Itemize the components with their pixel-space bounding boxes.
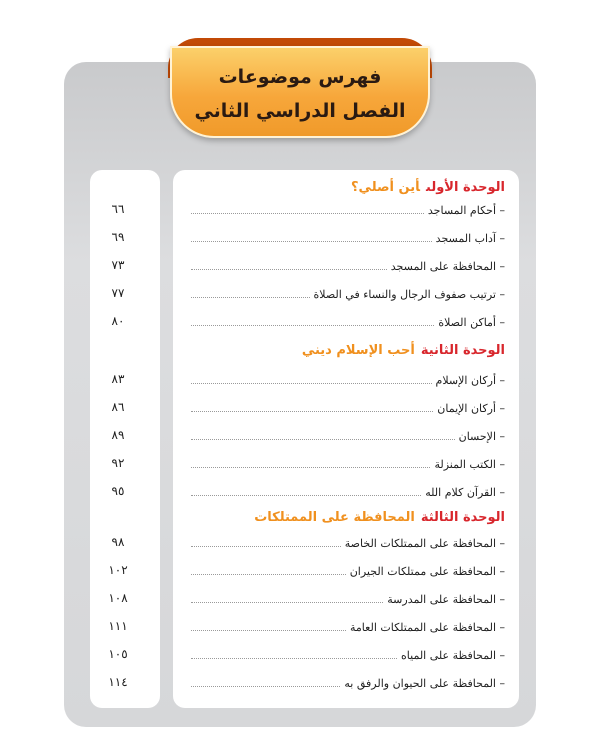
unit-name: أحب الإسلام ديني <box>301 343 415 358</box>
dot-leader <box>191 439 455 440</box>
toc-entry[interactable] <box>191 371 505 389</box>
dot-leader <box>191 686 340 687</box>
dot-leader <box>191 325 434 326</box>
dot-leader <box>191 241 432 242</box>
page-number: ٧٧ <box>111 286 125 300</box>
unit-label: الوحدة الثانية <box>420 343 505 358</box>
page-number: ٦٩ <box>111 230 125 244</box>
toc-entry[interactable] <box>191 534 505 552</box>
dot-leader <box>191 383 432 384</box>
unit-heading <box>351 180 505 195</box>
dot-leader <box>191 546 341 547</box>
page-number: ١١٤ <box>108 675 128 689</box>
page-number: ٩٨ <box>111 535 125 549</box>
toc-entry-title: – الكتب المنزلة <box>434 457 505 471</box>
unit-heading <box>302 343 505 358</box>
page-number: ١٠٨ <box>108 591 128 605</box>
unit-heading <box>254 510 505 525</box>
page-title: فهرس موضوعات <box>218 66 382 88</box>
toc-entry[interactable] <box>191 427 505 445</box>
page-number: ١٠٢ <box>108 563 128 577</box>
toc-entry[interactable] <box>191 455 505 473</box>
toc-entry[interactable] <box>191 483 505 501</box>
toc-entry[interactable] <box>191 229 505 247</box>
unit-label: الوحدة الثالثة <box>420 510 505 525</box>
toc-entry-title: – القرآن كلام الله <box>425 485 505 499</box>
toc-entry[interactable] <box>191 285 505 303</box>
dot-leader <box>191 297 310 298</box>
toc-entry-title: – آداب المسجد <box>435 231 505 245</box>
page-number: ٦٦ <box>111 202 125 216</box>
toc-entry-title: – المحافظة على الممتلكات العامة <box>350 620 505 634</box>
dot-leader <box>191 411 433 412</box>
dot-leader <box>191 602 383 603</box>
toc-entry[interactable] <box>191 562 505 580</box>
page-number: ٧٣ <box>111 258 125 272</box>
dot-leader <box>191 658 397 659</box>
page-number: ١١١ <box>108 619 128 633</box>
toc-entry-title: – المحافظة على المسجد <box>390 259 505 273</box>
page-number-column <box>90 170 160 708</box>
toc-entry[interactable] <box>191 313 505 331</box>
toc-entry[interactable] <box>191 399 505 417</box>
toc-entry-title: – المحافظة على الممتلكات الخاصة <box>344 536 505 550</box>
dot-leader <box>191 495 421 496</box>
page-number: ١٠٥ <box>108 647 128 661</box>
page-number: ٩٢ <box>111 456 125 470</box>
dot-leader <box>191 630 346 631</box>
page-subtitle: الفصل الدراسي الثاني <box>194 100 406 122</box>
toc-entry-title: – المحافظة على الحيوان والرفق به <box>344 676 505 690</box>
toc-entry-title: – المحافظة على ممتلكات الجيران <box>349 564 505 578</box>
toc-entry-title: – أركان الإسلام <box>435 373 505 387</box>
page-number: ٨٣ <box>111 372 125 386</box>
toc-entry[interactable] <box>191 590 505 608</box>
page-number: ٨٦ <box>111 400 125 414</box>
toc-entry[interactable] <box>191 646 505 664</box>
toc-entry-title: – ترتيب صفوف الرجال والنساء في الصلاة <box>313 287 505 301</box>
page-number: ٨٠ <box>111 314 125 328</box>
title-banner <box>170 46 430 138</box>
contents-panel <box>173 170 519 708</box>
page-number: ٩٥ <box>111 484 125 498</box>
unit-name: أين أصلي؟ <box>351 180 421 195</box>
unit-label: الوحدة الأولى <box>426 180 505 195</box>
dot-leader <box>191 213 424 214</box>
toc-entry-title: – أركان الإيمان <box>437 401 505 415</box>
toc-entry-title: – الإحسان <box>458 429 505 443</box>
toc-entry[interactable] <box>191 201 505 219</box>
toc-entry-title: – المحافظة على المدرسة <box>387 592 505 606</box>
dot-leader <box>191 574 346 575</box>
toc-entry[interactable] <box>191 257 505 275</box>
toc-entry-title: – أماكن الصلاة <box>438 315 505 329</box>
toc-entry[interactable] <box>191 618 505 636</box>
toc-entry[interactable] <box>191 674 505 692</box>
toc-entry-title: – المحافظة على المياه <box>401 648 505 662</box>
dot-leader <box>191 467 430 468</box>
dot-leader <box>191 269 387 270</box>
unit-name: المحافظة على الممتلكات <box>254 510 415 525</box>
toc-entry-title: – أحكام المساجد <box>427 203 505 217</box>
page-number: ٨٩ <box>111 428 125 442</box>
